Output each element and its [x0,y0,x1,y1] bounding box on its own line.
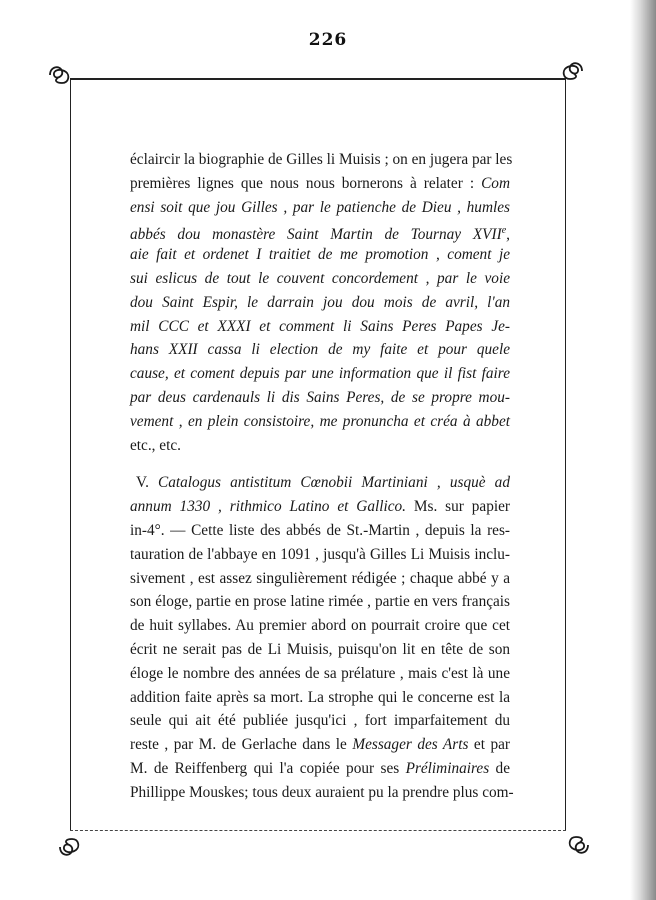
text-line [130,219,510,243]
flourish-ornament-icon [46,62,72,88]
text-run: reste , par M. de Gerlache dans le [130,736,353,754]
text-run: V. [136,474,159,492]
text-line [130,410,510,434]
flourish-ornament-icon [560,58,586,84]
text-run: premières lignes que nous nous bornerons à relater : [130,174,482,192]
text-run: de huit syllabes. Au premier abord on pourrait croire que cet [130,617,510,635]
text-run: M. de Reiffenberg qui l'a copiée pour ses [130,759,406,777]
text-line [130,148,513,172]
flourish-ornament-icon [566,832,592,858]
text-line [130,543,510,567]
text-line [130,495,510,519]
text-run: Phillippe Mouskes; tous deux auraient pu la prendre plus com- [130,783,514,801]
text-run: seule qui ait été publiée jusqu'ici , fort imparfaitement du [130,712,510,730]
flourish-ornament-icon [56,834,82,860]
text-line [130,709,510,733]
text-line [130,590,510,614]
text-run: vement , en plein consistoire, me pronuncha et créa à abbet [130,412,510,430]
text-run: tauration de l'abbaye en 1091 , jusqu'à Gilles Li Muisis inclu- [130,545,510,563]
text-line [130,471,510,495]
text-run: Com [481,174,510,192]
text-run: sivement , est assez singulièrement rédigée ; chaque abbé y a [130,569,510,587]
text-run: éloge le nombre des années de sa prélature , mais c'est là une [130,664,510,682]
text-line [130,733,510,757]
text-run: son éloge, partie en prose latine rimée , partie en vers français [130,593,510,611]
text-run: Ms. sur papier [406,498,510,516]
page-edge-shadow [630,0,656,900]
text-line [130,434,510,458]
text-run: cause, et coment depuis par une information que il fist faire [130,365,510,383]
page-body-text [130,148,514,805]
text-line [130,567,510,591]
text-run: aie fait et ordenet I traitiet de me promotion , coment je [130,246,510,264]
text-line [130,638,510,662]
text-run: dou Saint Espir, le darrain jou dou mois de avril, l'an [130,293,510,311]
text-line [130,614,510,638]
text-run: de [489,759,510,777]
text-run: sui eslicus de tout le couvent concordement , par le voie [130,269,510,287]
text-run: Catalogus antistitum Cœnobii Martiniani , usquè ad [158,474,510,492]
text-run: Messager des Arts [352,736,469,754]
paragraph-catalogus [130,471,514,804]
text-line [130,243,510,267]
text-run: écrit ne serait pas de Li Muisis, puisqu'on lit en tête de son [130,640,510,658]
text-run: mil CCC et XXXI et comment li Sains Peres Papes Je- [130,317,510,335]
text-run: éclaircir la biographie de Gilles li Muisis ; on en jugera par les [130,151,513,168]
text-line [130,686,510,710]
paragraph-description [130,148,513,457]
text-line [130,781,514,805]
text-line [130,662,510,686]
page-number: 226 [308,30,348,50]
text-run: abbés dou monastère Saint Martin de Tournay XVII [130,226,502,244]
text-line [130,291,510,315]
text-line [130,172,510,196]
text-run: Préliminaires [405,759,490,777]
text-line [130,362,510,386]
text-run: annum 1330 , rithmico Latino et Gallico. [130,498,406,516]
text-run: par deus cardenauls li dis Sains Peres, de se propre mou- [130,388,510,406]
bottom-rule [70,830,566,831]
text-run: e [501,225,507,237]
text-run: hans XXII cassa li election de my faite et pour quele [130,341,510,359]
text-line [130,196,510,220]
text-run: in-4°. — Cette liste des abbés de St.-Martin , depuis la res- [130,521,510,539]
text-line [130,757,510,781]
text-line [130,315,510,339]
text-run: etc., etc. [130,436,181,454]
text-line [130,519,510,543]
text-run: ensi soit que jou Gilles , par le patienche de Dieu , humles [130,198,510,216]
text-run: et par [468,736,510,754]
text-run: addition faite après sa mort. La strophe qui le concerne est la [130,688,510,706]
text-line [130,386,510,410]
text-line [130,267,510,291]
text-line [130,338,510,362]
text-run: , [506,226,510,244]
